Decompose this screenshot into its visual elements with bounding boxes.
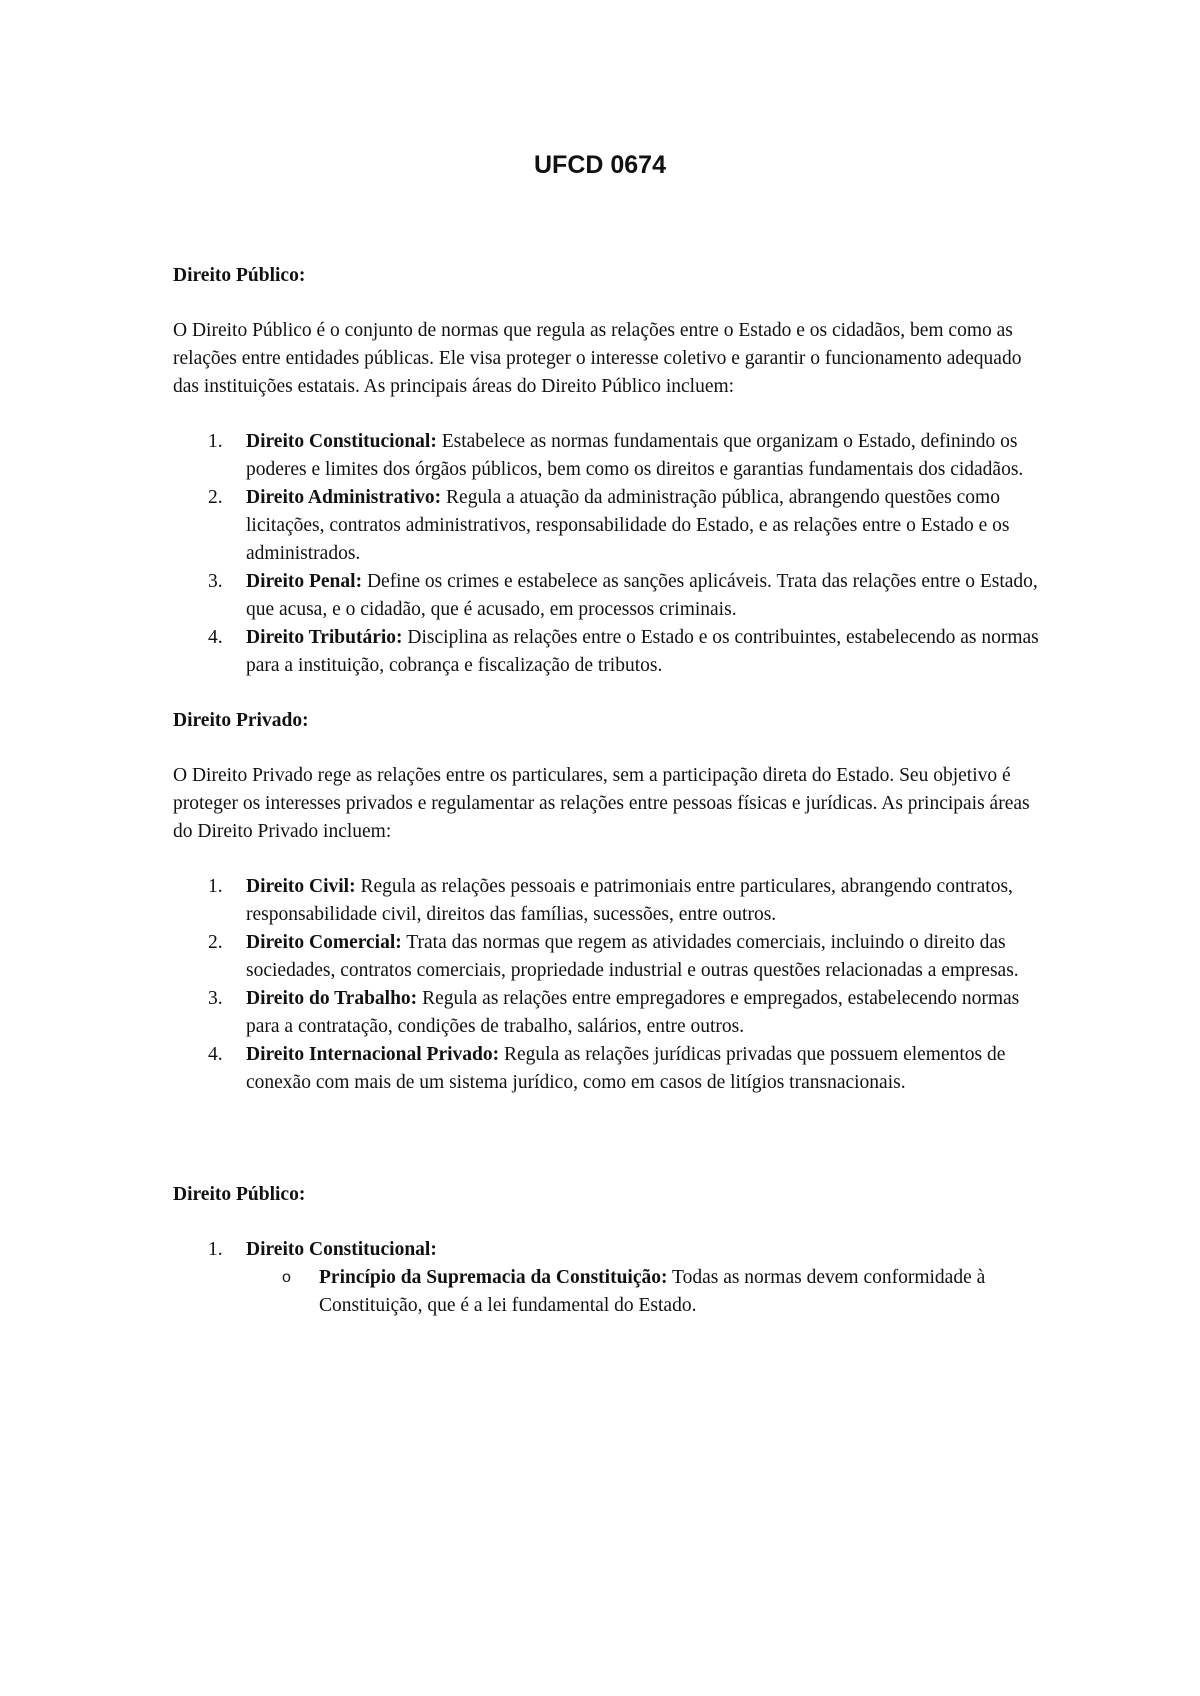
sub-list-item-text: Todas as normas devem conformidade à Constituição, que é a lei fundamental do Estado. xyxy=(319,1267,986,1316)
list-number: 3. xyxy=(208,571,223,592)
list-number: 1. xyxy=(208,1239,223,1260)
list-item xyxy=(173,873,1039,929)
section-heading-publico-detail: Direito Público: xyxy=(173,1184,306,1205)
list-item-term: Direito Constitucional: xyxy=(246,1239,437,1260)
list-item-text: Regula as relações pessoais e patrimoniais entre particulares, abrangendo contratos, responsabilidade civil, direitos das famílias, sucessões, entre outros. xyxy=(246,876,1013,925)
list-number: 4. xyxy=(208,627,223,648)
list-number: 3. xyxy=(208,988,223,1009)
list-item-text: Regula as relações entre empregadores e empregados, estabelecendo normas para a contratação, condições de trabalho, salários, entre outros. xyxy=(246,988,1020,1037)
list-number: 1. xyxy=(208,876,223,897)
list-item-term: Direito Comercial: xyxy=(246,932,402,953)
list-item-text: Estabelece as normas fundamentais que organizam o Estado, definindo os poderes e limites dos órgãos públicos, bem como os direitos e garantias fundamentais dos cidadãos. xyxy=(246,431,1024,480)
sub-list xyxy=(173,1264,1039,1320)
numbered-list-publico-detail xyxy=(173,1236,1039,1264)
list-item xyxy=(173,1236,1039,1264)
list-item xyxy=(173,929,1039,985)
list-item-term: Direito Administrativo: xyxy=(246,487,442,508)
list-item-term: Direito do Trabalho: xyxy=(246,988,418,1009)
list-item-text: Trata das normas que regem as atividades comerciais, incluindo o direito das sociedades, contratos comerciais, propriedade industrial e outras questões relacionadas a empresas. xyxy=(246,932,1019,981)
list-item-text: Regula as relações jurídicas privadas que possuem elementos de conexão com mais de um sistema jurídico, como em casos de litígios transnacionais. xyxy=(246,1044,1006,1093)
list-item xyxy=(173,624,1039,680)
section-heading-publico: Direito Público: xyxy=(173,265,306,286)
list-number: 2. xyxy=(208,487,223,508)
list-item-text: Define os crimes e estabelece as sanções aplicáveis. Trata das relações entre o Estado, que acusa, e o cidadão, que é acusado, em processos criminais. xyxy=(246,571,1038,620)
list-number: 4. xyxy=(208,1044,223,1065)
document-body xyxy=(173,262,1039,1320)
list-item xyxy=(173,1041,1039,1097)
list-item xyxy=(173,985,1039,1041)
document-title: UFCD 0674 xyxy=(534,151,666,179)
list-item xyxy=(173,428,1039,484)
sub-list-item-term: Princípio da Supremacia da Constituição: xyxy=(319,1267,668,1288)
list-item-term: Direito Civil: xyxy=(246,876,356,897)
list-item-term: Direito Tributário: xyxy=(246,627,403,648)
section-heading-privado: Direito Privado: xyxy=(173,710,309,731)
list-number: 1. xyxy=(208,431,223,452)
list-item-term: Direito Constitucional: xyxy=(246,431,437,452)
section-intro-privado: O Direito Privado rege as relações entre os particulares, sem a participação direta do Estado. Seu objetivo é proteger os interesses privados e regulamentar as relações entre pessoas físicas e jurídicas. As principais áreas do Direito Privado incluem: xyxy=(173,765,1030,842)
list-item xyxy=(173,484,1039,568)
list-item-term: Direito Penal: xyxy=(246,571,363,592)
list-item xyxy=(173,568,1039,624)
bullet-icon: o xyxy=(282,1269,291,1286)
list-item-term: Direito Internacional Privado: xyxy=(246,1044,500,1065)
list-item-text: Regula a atuação da administração pública, abrangendo questões como licitações, contratos administrativos, responsabilidade do Estado, e as relações entre o Estado e os administrados. xyxy=(246,487,1010,564)
list-number: 2. xyxy=(208,932,223,953)
sub-list-item xyxy=(246,1264,1039,1320)
numbered-list-privado xyxy=(173,873,1039,1097)
section-intro-publico: O Direito Público é o conjunto de normas que regula as relações entre o Estado e os cidadãos, bem como as relações entre entidades públicas. Ele visa proteger o interesse coletivo e garantir o funcionamento adequado das instituições estatais. As principais áreas do Direito Público incluem: xyxy=(173,320,1022,397)
list-item-text: Disciplina as relações entre o Estado e os contribuintes, estabelecendo as normas para a instituição, cobrança e fiscalização de tributos. xyxy=(246,627,1039,676)
numbered-list-publico xyxy=(173,428,1039,680)
